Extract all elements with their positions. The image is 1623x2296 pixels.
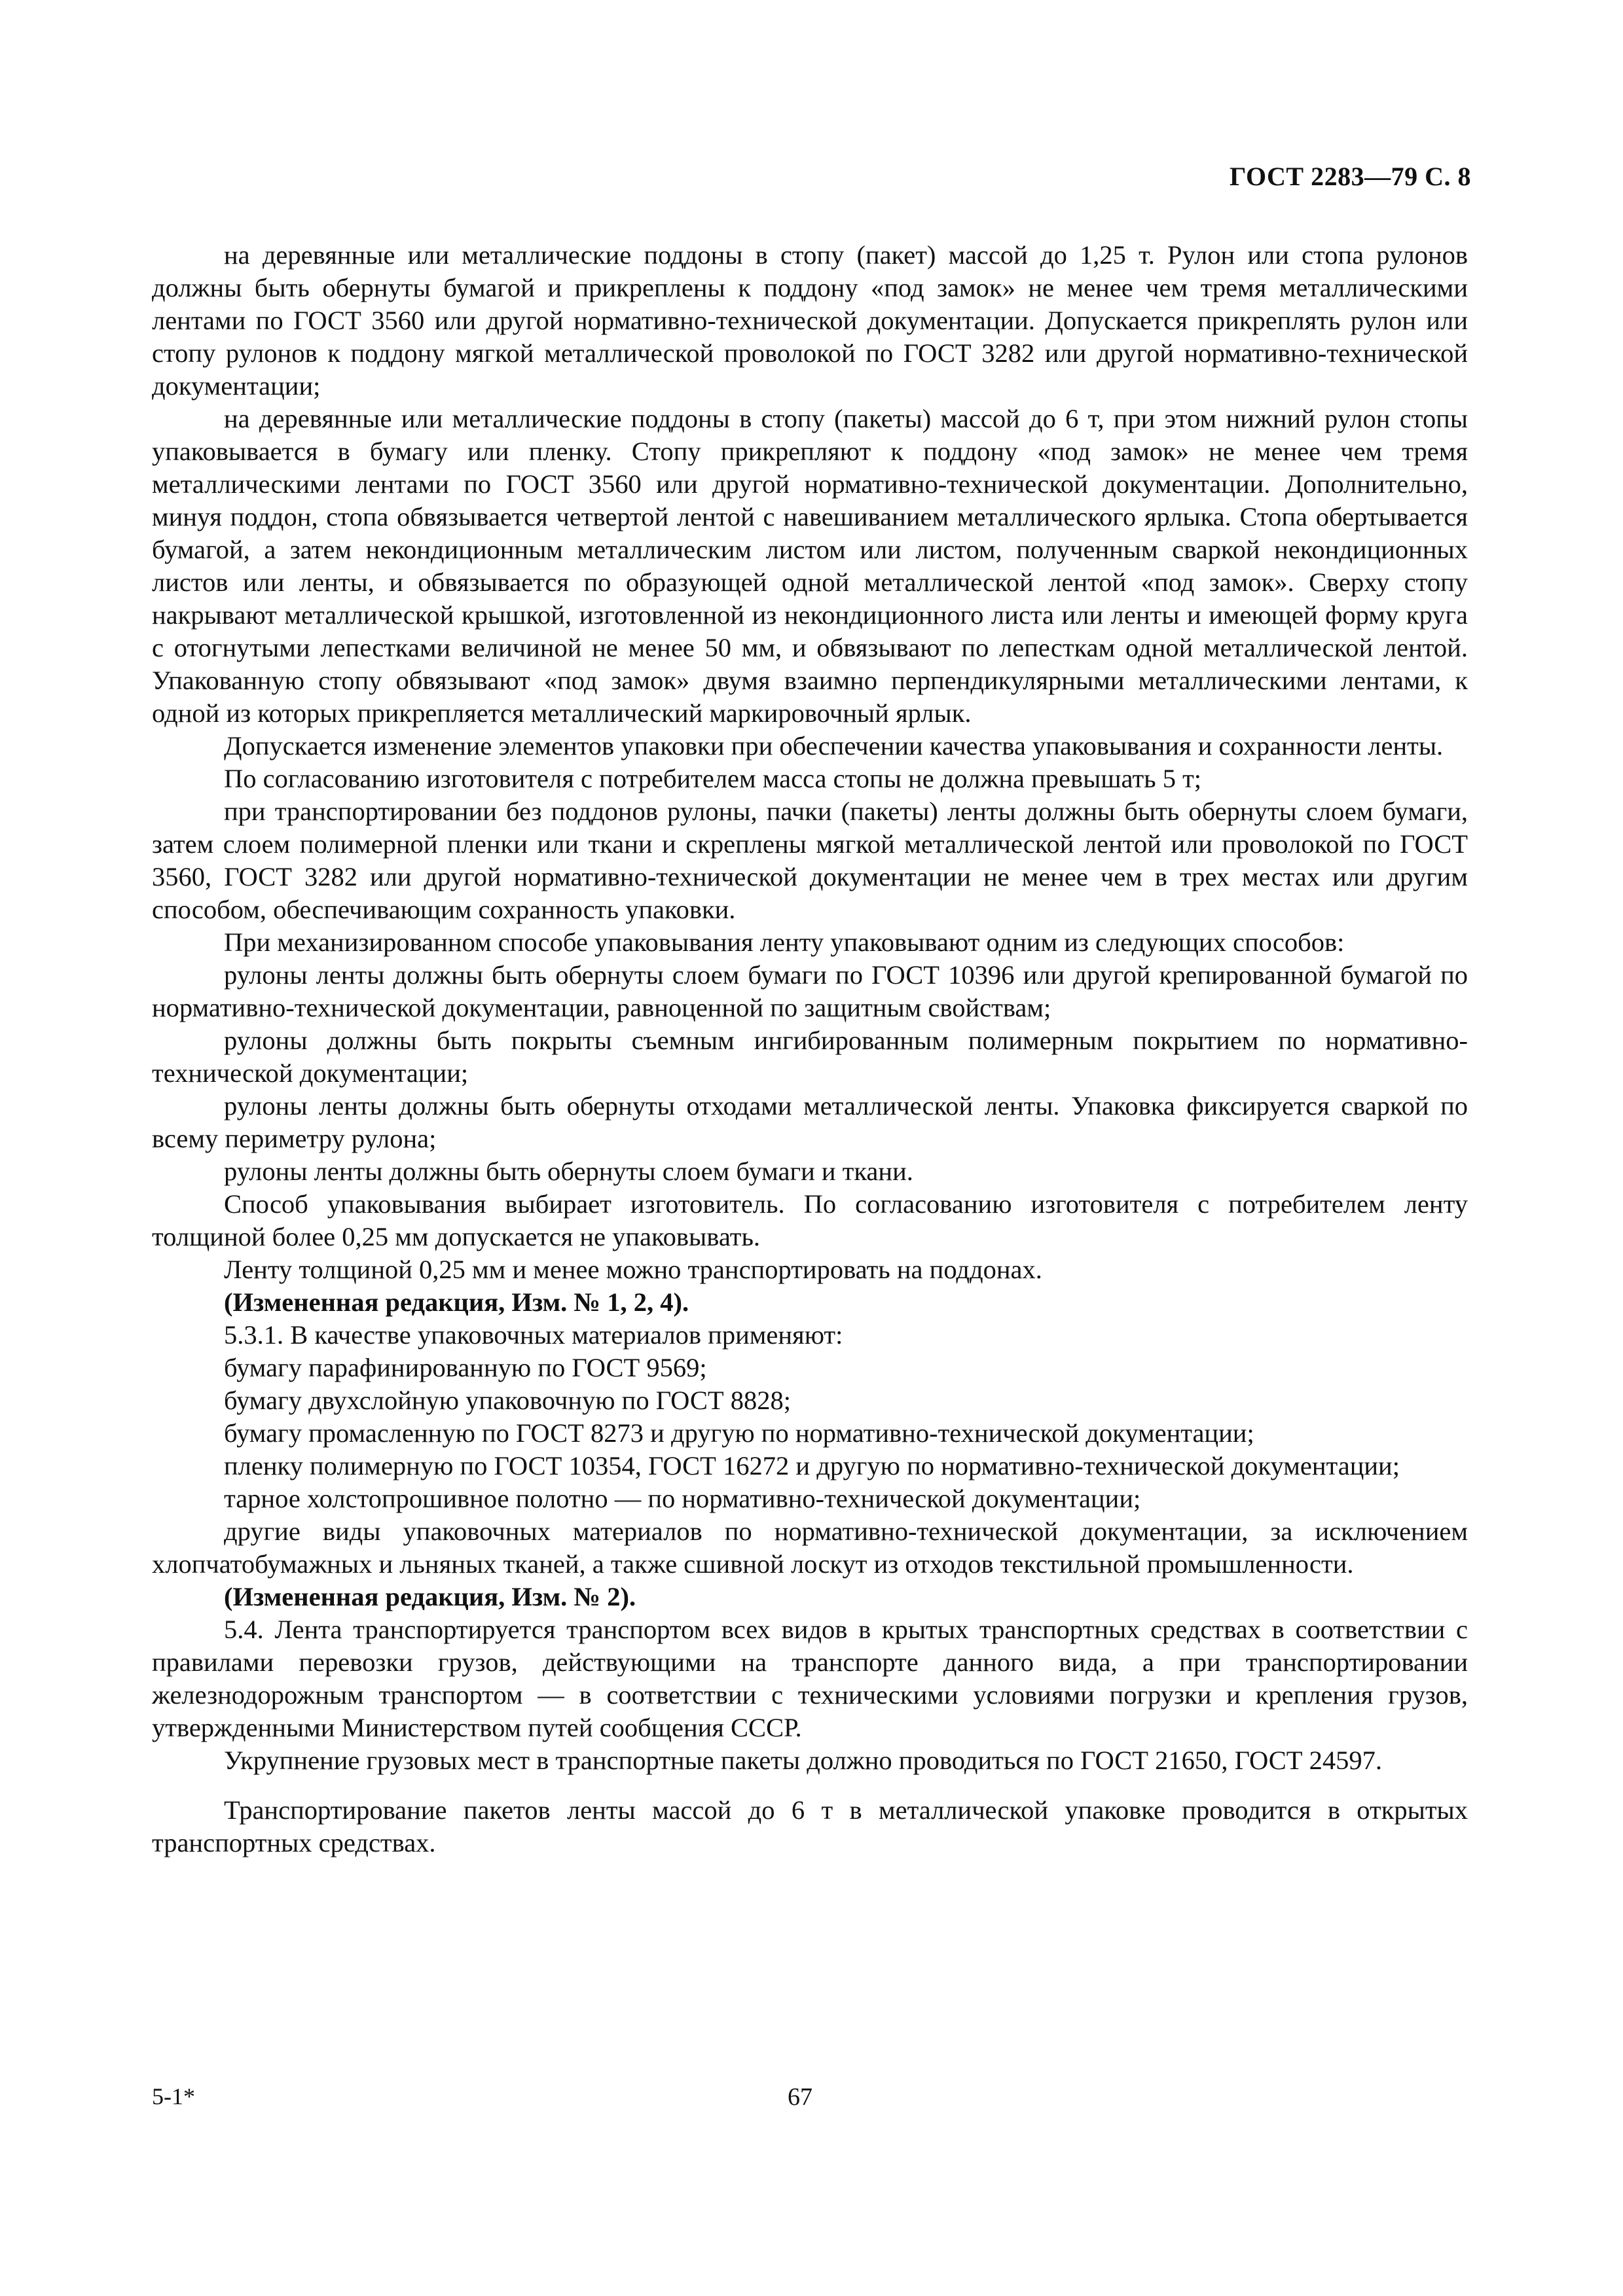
clause-heading: 5.3.1. В качестве упаковочных материалов применяют: [224,1320,843,1350]
sheet-mark: 5-1* [152,2083,195,2109]
paragraph: рулоны ленты должны быть обернуты слоем бумаги по ГОСТ 10396 или другой крепированной бумагой по нормативно-технической документации, равноценной по защитным свойствам; [152,960,1468,1022]
list-item: пленку полимерную по ГОСТ 10354, ГОСТ 16272 и другую по нормативно-технической документации; [224,1451,1400,1480]
list-item: бумагу парафинированную по ГОСТ 9569; [224,1353,707,1382]
paragraph: рулоны ленты должны быть обернуты слоем бумаги и ткани. [224,1157,913,1186]
list-item: другие виды упаковочных материалов по нормативно-технической документации, за исключением хлопчатобумажных и льняных тканей, а также сшивной лоскут из отходов текстильной промышленности. [152,1516,1468,1579]
amendment-note: (Измененная редакция, Изм. № 1, 2, 4). [224,1287,689,1317]
paragraph: на деревянные или металлические поддоны в стопу (пакет) массой до 1,25 т. Рулон или стопа рулонов должны быть обернуты бумагой и прикреплены к поддону «под замок» не менее чем тремя металлическими лентами по ГОСТ 3560 или другой нормативно-технической документации. Допускается прикреплять рулон или стопу рулонов к поддону мягкой металлической проволокой по ГОСТ 3282 или другой нормативно-технической документации; [152,240,1468,401]
list-item: тарное холстопрошивное полотно — по нормативно-технической документации; [224,1484,1141,1513]
amendment-note: (Измененная редакция, Изм. № 2). [224,1582,636,1611]
page-header: ГОСТ 2283—79 С. 8 [1229,162,1471,191]
paragraph: Укрупнение грузовых мест в транспортные пакеты должно проводиться по ГОСТ 21650, ГОСТ 24597. [224,1746,1383,1775]
paragraph: При механизированном способе упаковывания ленту упаковывают одним из следующих способов: [224,927,1345,957]
clause-paragraph: 5.4. Лента транспортируется транспортом всех видов в крытых транспортных средствах в соответствии с правилами перевозки грузов, действующими на транспорте данного вида, а при транспортировании железнодорожным транспортом — в соответствии с техническими условиями погрузки и крепления грузов, утвержденными Министерством путей сообщения СССР. [152,1615,1468,1742]
document-body [152,239,1468,1859]
list-item: бумагу промасленную по ГОСТ 8273 и другую по нормативно-технической документации; [224,1418,1254,1448]
page-number: 67 [788,2083,812,2111]
paragraph: Транспортирование пакетов ленты массой до 6 т в металлической упаковке проводится в открытых транспортных средствах. [152,1795,1468,1857]
paragraph: По согласованию изготовителя с потребителем масса стопы не должна превышать 5 т; [224,764,1202,793]
paragraph: Ленту толщиной 0,25 мм и менее можно транспортировать на поддонах. [224,1255,1042,1284]
paragraph: рулоны ленты должны быть обернуты отходами металлической ленты. Упаковка фиксируется сваркой по всему периметру рулона; [152,1091,1468,1153]
paragraph: Способ упаковывания выбирает изготовитель. По согласованию изготовителя с потребителем ленту толщиной более 0,25 мм допускается не упаковывать. [152,1189,1468,1251]
paragraph: рулоны должны быть покрыты съемным ингибированным полимерным покрытием по нормативно-технической документации; [152,1026,1468,1088]
paragraph: на деревянные или металлические поддоны в стопу (пакеты) массой до 6 т, при этом нижний рулон стопы упаковывается в бумагу или пленку. Стопу прикрепляют к поддону «под замок» не менее чем тремя металлическими лентами по ГОСТ 3560 или другой нормативно-технической документации. Дополнительно, минуя поддон, стопа обвязывается четвертой лентой с навешиванием металлического ярлыка. Стопа обертывается бумагой, а затем некондиционным металлическим листом или листом, полученным сваркой некондиционных листов или ленты, и обвязывается по образующей одной металлической лентой «под замок». Сверху стопу накрывают металлической крышкой, изготовленной из некондиционного листа или ленты и имеющей форму круга с отогнутыми лепестками величиной не менее 50 мм, и обвязывают по лепесткам одной металлической лентой. Упакованную стопу обвязывают «под замок» двумя взаимно перпендикулярными металлическими лентами, к одной из которых прикрепляется металлический маркировочный ярлык. [152,404,1468,728]
paragraph: при транспортировании без поддонов рулоны, пачки (пакеты) ленты должны быть обернуты слоем бумаги, затем слоем полимерной пленки или ткани и скреплены мягкой металлической лентой или проволокой по ГОСТ 3560, ГОСТ 3282 или другой нормативно-технической документации не менее чем в трех местах или другим способом, обеспечивающим сохранность упаковки. [152,797,1468,924]
paragraph: Допускается изменение элементов упаковки при обеспечении качества упаковывания и сохранности ленты. [224,731,1444,761]
list-item: бумагу двухслойную упаковочную по ГОСТ 8828; [224,1386,792,1415]
